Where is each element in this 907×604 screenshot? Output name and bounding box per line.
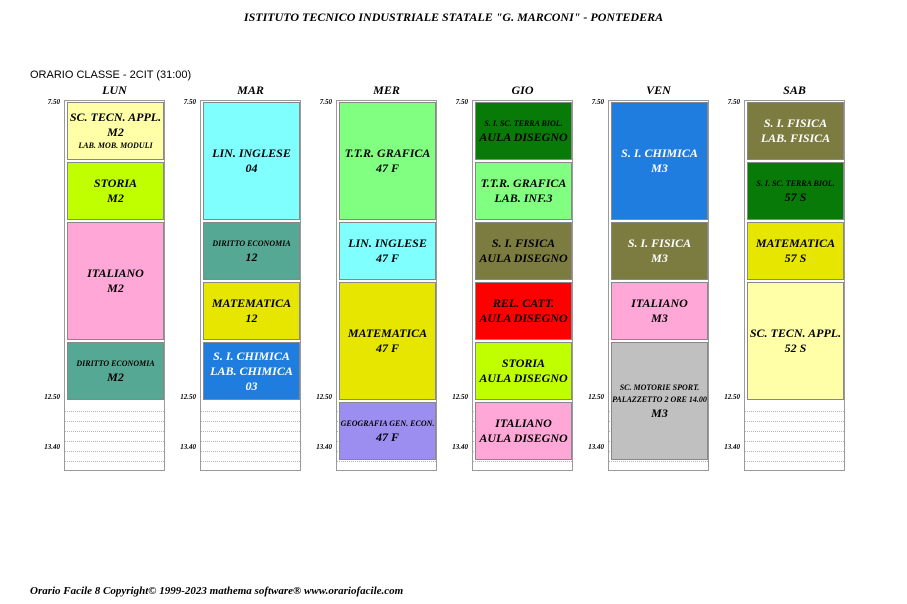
lesson-line: MATEMATICA — [755, 236, 836, 250]
lesson-line: 47 F — [375, 161, 399, 175]
empty-slot — [201, 451, 300, 452]
empty-slot — [65, 431, 164, 432]
lesson-block[interactable] — [339, 402, 436, 460]
day-column-sab — [744, 100, 845, 471]
time-label: 7.50 — [319, 98, 332, 106]
lesson-line: SC. MOTORIE SPORT. — [619, 382, 700, 392]
lesson-block[interactable] — [747, 102, 844, 160]
empty-slot — [745, 461, 844, 462]
lesson-block[interactable] — [611, 282, 708, 340]
lesson-line: S. I. SC. TERRA BIOL. — [484, 118, 563, 128]
lesson-block[interactable] — [67, 222, 164, 340]
time-label: 12.50 — [316, 393, 332, 401]
time-label: 13.40 — [724, 443, 740, 451]
lesson-block[interactable] — [203, 222, 300, 280]
empty-slot — [65, 441, 164, 442]
lesson-line: ITALIANO — [495, 416, 552, 430]
lesson-line: T.T.R. GRAFICA — [480, 176, 567, 190]
lesson-block[interactable] — [203, 102, 300, 220]
lesson-line: 47 F — [375, 251, 399, 265]
day-header-sab: SAB — [783, 83, 806, 97]
day-header-mer: MER — [373, 83, 400, 97]
time-label: 7.50 — [727, 98, 740, 106]
empty-slot — [201, 441, 300, 442]
lesson-line: 57 S — [784, 251, 807, 265]
lesson-line: REL. CATT. — [492, 296, 555, 310]
lesson-line: STORIA — [501, 356, 546, 370]
day-column-mar — [200, 100, 301, 471]
lesson-line: LAB. FISICA — [760, 131, 831, 145]
lesson-block[interactable] — [339, 102, 436, 220]
empty-slot — [65, 421, 164, 422]
lesson-block[interactable] — [475, 102, 572, 160]
lesson-line: DIRITTO ECONOMIA — [212, 238, 291, 248]
time-label: 13.40 — [316, 443, 332, 451]
empty-slot — [337, 461, 436, 462]
lesson-block[interactable] — [67, 102, 164, 160]
lesson-line: M2 — [107, 369, 124, 384]
lesson-line: S. I. FISICA — [763, 116, 828, 130]
lesson-line: LAB. MOB. MODULI — [78, 141, 153, 150]
lesson-line: T.T.R. GRAFICA — [344, 146, 431, 160]
time-label: 13.40 — [180, 443, 196, 451]
lesson-line: 52 S — [784, 341, 807, 355]
lesson-line: MATEMATICA — [211, 296, 292, 310]
time-label: 13.40 — [452, 443, 468, 451]
page-title: ISTITUTO TECNICO INDUSTRIALE STATALE "G. MARCONI" - PONTEDERA — [243, 10, 664, 24]
lesson-block[interactable] — [611, 342, 708, 460]
time-label: 7.50 — [455, 98, 468, 106]
lesson-line: SC. TECN. APPL. — [69, 110, 162, 124]
lesson-line: M2 — [107, 191, 124, 205]
day-header-ven: VEN — [646, 83, 671, 97]
lesson-line: 04 — [245, 161, 258, 175]
lesson-line: AULA DISEGNO — [479, 431, 568, 445]
lesson-line: SC. TECN. APPL. — [749, 326, 842, 340]
day-header-gio: GIO — [511, 83, 534, 97]
lesson-block[interactable] — [475, 342, 572, 400]
lesson-line: AULA DISEGNO — [479, 129, 568, 144]
lesson-block[interactable] — [203, 342, 300, 400]
lesson-line: 57 S — [784, 189, 807, 204]
time-label: 7.50 — [591, 98, 604, 106]
lesson-line: LIN. INGLESE — [212, 146, 291, 160]
class-label: ORARIO CLASSE - 2CIT (31:00) — [30, 69, 192, 81]
day-column-ven — [608, 100, 709, 471]
lesson-block[interactable] — [747, 162, 844, 220]
day-column-gio — [472, 100, 573, 471]
empty-slot — [745, 451, 844, 452]
lesson-block[interactable] — [339, 282, 436, 400]
lesson-line: 03 — [245, 378, 258, 393]
lesson-line: 12 — [245, 311, 258, 325]
time-label: 12.50 — [724, 393, 740, 401]
lesson-line: S. I. FISICA — [627, 236, 692, 250]
lesson-block[interactable] — [475, 162, 572, 220]
lesson-line: M3 — [651, 251, 668, 265]
empty-slot — [201, 461, 300, 462]
lesson-block[interactable] — [67, 342, 164, 400]
lesson-line: MATEMATICA — [347, 326, 428, 340]
lesson-line: ITALIANO — [631, 296, 688, 310]
lesson-line: M2 — [107, 125, 124, 139]
lesson-line: S. I. SC. TERRA BIOL. — [756, 178, 835, 188]
empty-slot — [65, 411, 164, 412]
empty-slot — [745, 431, 844, 432]
lesson-block[interactable] — [475, 282, 572, 340]
lesson-block[interactable] — [747, 222, 844, 280]
empty-slot — [201, 421, 300, 422]
lesson-line: LAB. CHIMICA — [210, 363, 293, 378]
footer: Orario Facile 8 Copyright© 1999-2023 mathema software® www.orariofacile.com — [30, 585, 404, 597]
lesson-line: M3 — [651, 311, 668, 325]
lesson-line: 47 F — [375, 341, 399, 355]
lesson-block[interactable] — [339, 222, 436, 280]
day-header-lun: LUN — [102, 83, 127, 97]
lesson-line: PALAZZETTO 2 ORE 14.00 — [612, 394, 707, 404]
time-label: 12.50 — [44, 393, 60, 401]
time-label: 12.50 — [452, 393, 468, 401]
lesson-block[interactable] — [747, 282, 844, 400]
lesson-line: AULA DISEGNO — [479, 371, 568, 385]
day-header-mar: MAR — [237, 83, 264, 97]
empty-slot — [201, 431, 300, 432]
lesson-line: S. I. CHIMICA — [213, 348, 290, 363]
lesson-block[interactable] — [475, 222, 572, 280]
lesson-line: ITALIANO — [87, 266, 144, 280]
lesson-line: M2 — [107, 281, 124, 295]
empty-slot — [473, 461, 572, 462]
lesson-block[interactable] — [611, 222, 708, 280]
day-column-lun — [64, 100, 165, 471]
lesson-line: S. I. CHIMICA — [621, 146, 698, 160]
lesson-line: 47 F — [375, 429, 399, 444]
empty-slot — [745, 411, 844, 412]
empty-slot — [745, 441, 844, 442]
lesson-line: M3 — [651, 405, 668, 420]
empty-slot — [745, 421, 844, 422]
time-label: 7.50 — [183, 98, 196, 106]
empty-slot — [201, 411, 300, 412]
lesson-block[interactable] — [67, 162, 164, 220]
day-column-mer — [336, 100, 437, 471]
lesson-line: STORIA — [93, 176, 138, 190]
lesson-block[interactable] — [203, 282, 300, 340]
lesson-line: S. I. FISICA — [491, 236, 556, 250]
lesson-line: AULA DISEGNO — [479, 311, 568, 325]
lesson-line: 12 — [245, 249, 258, 264]
lesson-line: LIN. INGLESE — [348, 236, 427, 250]
lesson-line: M3 — [651, 161, 668, 175]
lesson-line: DIRITTO ECONOMIA — [76, 358, 155, 368]
time-label: 13.40 — [588, 443, 604, 451]
lesson-line: LAB. INF.3 — [494, 191, 553, 205]
empty-slot — [609, 461, 708, 462]
empty-slot — [65, 461, 164, 462]
lesson-line: GEOGRAFIA GEN. ECON. — [340, 418, 435, 428]
time-label: 12.50 — [588, 393, 604, 401]
time-label: 12.50 — [180, 393, 196, 401]
lesson-block[interactable] — [611, 102, 708, 220]
lesson-line: AULA DISEGNO — [479, 251, 568, 265]
empty-slot — [65, 451, 164, 452]
time-label: 13.40 — [44, 443, 60, 451]
lesson-block[interactable] — [475, 402, 572, 460]
time-label: 7.50 — [47, 98, 60, 106]
